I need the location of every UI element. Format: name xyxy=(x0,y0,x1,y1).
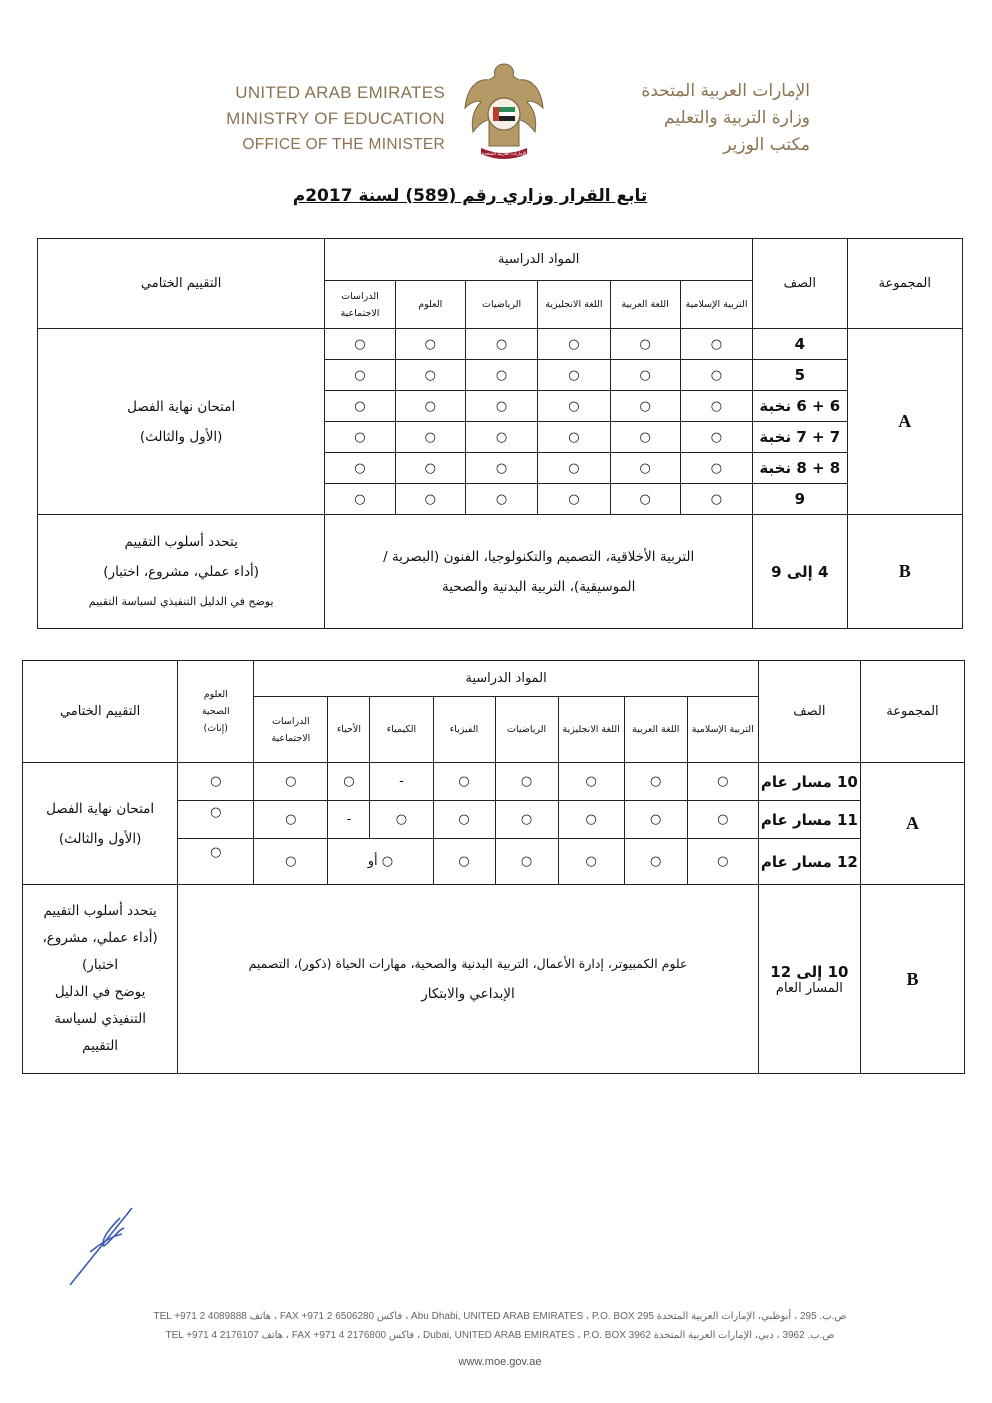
header-subjects: المواد الدراسية xyxy=(254,661,759,697)
grade-label: 4 xyxy=(753,329,847,360)
mark-cell: ○ xyxy=(433,763,495,801)
grade-label: 8 + 8 نخبة xyxy=(753,453,847,484)
mark-cell: ○ xyxy=(624,801,687,839)
mark-cell: ○ xyxy=(433,839,495,885)
country-name-ar: الإمارات العربية المتحدة xyxy=(641,81,810,101)
assessment-b-line1: يتحدد أسلوب التقييم xyxy=(43,903,157,919)
grade-range-b: 4 إلى 9 xyxy=(753,515,847,629)
grade-range-b-line2: المسار العام xyxy=(775,980,843,996)
arabic-letterhead xyxy=(560,78,810,159)
grade-label: 11 مسار عام xyxy=(758,801,860,839)
subject-science: العلوم xyxy=(395,281,465,329)
mark-cell: ○ xyxy=(538,453,610,484)
signature-mark xyxy=(60,1200,150,1290)
mark-cell: ○ xyxy=(680,360,752,391)
table-grades-4-9 xyxy=(37,238,963,629)
decree-title: تابع القرار وزاري رقم (589) لسنة 2017م xyxy=(292,186,648,206)
mark-cell: ○ xyxy=(465,329,537,360)
mark-cell: ○ xyxy=(465,453,537,484)
group-b-label: B xyxy=(860,885,964,1074)
subject-islamic: التربية الإسلامية xyxy=(687,697,758,763)
subjects-b-line2: الموسيقية)، التربية البدنية والصحية xyxy=(442,578,636,595)
mark-cell: ○ xyxy=(680,329,752,360)
group-b-label: B xyxy=(847,515,962,629)
grade-label: 5 xyxy=(753,360,847,391)
header-group: المجموعة xyxy=(847,239,962,329)
mark-cell: ○ xyxy=(538,484,610,515)
health-line3: (إناث) xyxy=(203,723,229,734)
mark-cell: ○ xyxy=(178,839,254,885)
mark-cell: ○ xyxy=(624,839,687,885)
dash-cell: - xyxy=(370,763,433,801)
group-a-label: A xyxy=(860,763,964,885)
mark-cell: ○ xyxy=(465,422,537,453)
header-grade: الصف xyxy=(758,661,860,763)
subject-math: الرياضيات xyxy=(495,697,558,763)
table-grades-10-12 xyxy=(22,660,965,1074)
mark-cell: ○ xyxy=(687,801,758,839)
subject-chemistry: الكيمياء xyxy=(370,697,433,763)
mark-cell: ○ xyxy=(680,453,752,484)
subject-english: اللغة الانجليزية xyxy=(538,281,610,329)
mark-cell: ○ xyxy=(465,391,537,422)
assessment-b-line4: يوضح في الدليل xyxy=(54,984,146,1000)
mark-cell: ○ xyxy=(624,763,687,801)
mark-cell: ○ xyxy=(538,329,610,360)
assessment-b-line3: اختبار) xyxy=(82,957,119,973)
mark-cell: ○ xyxy=(680,422,752,453)
header-grade: الصف xyxy=(753,239,847,329)
assessment-b xyxy=(38,515,325,629)
grade-label: 9 xyxy=(753,484,847,515)
mark-cell: ○ xyxy=(325,391,395,422)
assessment-a-line1: امتحان نهاية الفصل xyxy=(127,398,236,415)
subject-islamic: التربية الإسلامية xyxy=(680,281,752,329)
mark-cell: ○ xyxy=(254,763,328,801)
subjects-b-line1: التربية الأخلاقية، التصميم والتكنولوجيا، الفنون (البصرية / xyxy=(383,548,695,565)
mark-cell: ○ xyxy=(610,422,680,453)
mark-cell: ○ xyxy=(465,484,537,515)
assessment-a xyxy=(23,763,178,885)
mark-cell: ○ xyxy=(538,360,610,391)
subjects-b xyxy=(178,885,759,1074)
mark-cell: ○ xyxy=(610,484,680,515)
subjects-b-line2: الإبداعي والابتكار xyxy=(421,986,515,1002)
subject-arabic: اللغة العربية xyxy=(610,281,680,329)
footer-address-dubai: ص.ب. 3962 ، دبي، الإمارات العربية المتحدة Dubai, UNITED ARAB EMIRATES ، P.O. BOX 3962 ، فاكس FAX +971 4 2176800 ، هاتف TEL +971 4 2176107 xyxy=(165,1330,835,1341)
table-row xyxy=(23,885,965,1074)
mark-cell: ○ xyxy=(395,391,465,422)
subject-arabic: اللغة العربية xyxy=(624,697,687,763)
subject-math: الرياضيات xyxy=(465,281,537,329)
mark-cell: ○ xyxy=(325,453,395,484)
header-final-assessment: التقييم الختامي xyxy=(23,661,178,763)
mark-cell: ○ xyxy=(178,801,254,839)
assessment-a-line1: امتحان نهاية الفصل xyxy=(46,800,155,817)
mark-cell: ○ xyxy=(558,839,624,885)
mark-cell: ○ xyxy=(558,801,624,839)
mark-cell: ○ xyxy=(395,329,465,360)
mark-cell: ○ xyxy=(680,391,752,422)
grade-label: 7 + 7 نخبة xyxy=(753,422,847,453)
health-line2: الصحية xyxy=(201,706,230,717)
assessment-a-line2: (الأول والثالث) xyxy=(58,830,142,847)
mark-cell: ○ xyxy=(395,453,465,484)
mark-cell: ○ xyxy=(325,422,395,453)
table-row xyxy=(38,515,963,629)
group-a-label: A xyxy=(847,329,962,515)
office-name-ar: مكتب الوزير xyxy=(723,135,810,155)
header-final-assessment: التقييم الختامي xyxy=(38,239,325,329)
mark-cell: ○ xyxy=(610,329,680,360)
mark-cell: ○ xyxy=(610,360,680,391)
mark-cell: ○ xyxy=(687,763,758,801)
grade-label: 12 مسار عام xyxy=(758,839,860,885)
country-name-en: UNITED ARAB EMIRATES xyxy=(235,83,445,102)
mark-cell: ○ xyxy=(370,801,433,839)
mark-cell: ○ xyxy=(495,839,558,885)
mark-cell: ○ xyxy=(254,801,328,839)
subject-health-science xyxy=(178,661,254,763)
assessment-a-line2: (الأول والثالث) xyxy=(139,428,223,445)
mark-cell: ○ xyxy=(558,763,624,801)
mark-cell: ○ xyxy=(325,360,395,391)
mark-cell: ○ xyxy=(538,391,610,422)
mark-cell: ○ xyxy=(254,839,328,885)
table-row xyxy=(38,329,963,360)
assessment-b xyxy=(23,885,178,1074)
footer-address-abu-dhabi: ص.ب. 295 ، أبوظبي، الإمارات العربية المتحدة Abu Dhabi, UNITED ARAB EMIRATES ، P.O. BOX 295 ، فاكس FAX +971 2 6506280 ، هاتف TEL +971 2 4089888 xyxy=(153,1311,847,1322)
assessment-b-line6: التقييم xyxy=(82,1038,119,1054)
assessment-b-line3: يوضح في الدليل التنفيذي لسياسة التقييم xyxy=(88,594,274,608)
assessment-b-line1: يتحدد أسلوب التقييم xyxy=(124,533,238,550)
subject-social-studies: الدراسات الاجتماعية xyxy=(254,697,328,763)
office-name-en: OFFICE OF THE MINISTER xyxy=(242,136,445,153)
assessment-b-line2: (أداء عملي، مشروع، xyxy=(42,930,158,946)
website-link[interactable]: www.moe.gov.ae xyxy=(458,1356,542,1368)
subjects-b xyxy=(325,515,753,629)
mark-cell: ○ xyxy=(433,801,495,839)
grade-label: 10 مسار عام xyxy=(758,763,860,801)
dash-cell: - xyxy=(328,801,370,839)
or-mark-cell: ○ أو xyxy=(328,839,433,885)
grade-range-b-line1: 10 إلى 12 xyxy=(770,962,849,981)
ministry-name-en: MINISTRY OF EDUCATION xyxy=(226,109,445,128)
grade-label: 6 + 6 نخبة xyxy=(753,391,847,422)
grade-range-b xyxy=(758,885,860,1074)
assessment-a xyxy=(38,329,325,515)
emblem-ribbon-text: الإمارات العربية المتحدة xyxy=(481,152,527,157)
subject-physics: الفيزياء xyxy=(433,697,495,763)
mark-cell: ○ xyxy=(325,484,395,515)
mark-cell: ○ xyxy=(495,801,558,839)
mark-cell: ○ xyxy=(325,329,395,360)
assessment-b-line5: التنفيذي لسياسة xyxy=(54,1011,146,1027)
english-letterhead xyxy=(200,80,445,158)
mark-cell: ○ xyxy=(465,360,537,391)
mark-cell: ○ xyxy=(395,360,465,391)
header-subjects: المواد الدراسية xyxy=(325,239,753,281)
health-line1: العلوم xyxy=(203,689,228,700)
mark-cell: ○ xyxy=(538,422,610,453)
mark-cell: ○ xyxy=(395,422,465,453)
subject-english: اللغة الانجليزية xyxy=(558,697,624,763)
subjects-b-line1: علوم الكمبيوتر، إدارة الأعمال، التربية البدنية والصحية، مهارات الحياة (ذكور)، التصميم xyxy=(248,956,688,971)
mark-cell: ○ xyxy=(610,453,680,484)
mark-cell: ○ xyxy=(687,839,758,885)
mark-cell: ○ xyxy=(395,484,465,515)
header-group: المجموعة xyxy=(860,661,964,763)
subject-social-studies: الدراسات الاجتماعية xyxy=(325,281,395,329)
subject-biology: الأحياء xyxy=(328,697,370,763)
uae-emblem-logo xyxy=(459,58,549,166)
assessment-b-line2: (أداء عملي، مشروع، اختبار) xyxy=(103,563,260,580)
mark-cell: ○ xyxy=(495,763,558,801)
ministry-name-ar: وزارة التربية والتعليم xyxy=(664,108,810,128)
mark-cell: ○ xyxy=(610,391,680,422)
mark-cell: ○ xyxy=(328,763,370,801)
mark-cell: ○ xyxy=(680,484,752,515)
mark-cell: ○ xyxy=(178,763,254,801)
table-row xyxy=(23,763,965,801)
